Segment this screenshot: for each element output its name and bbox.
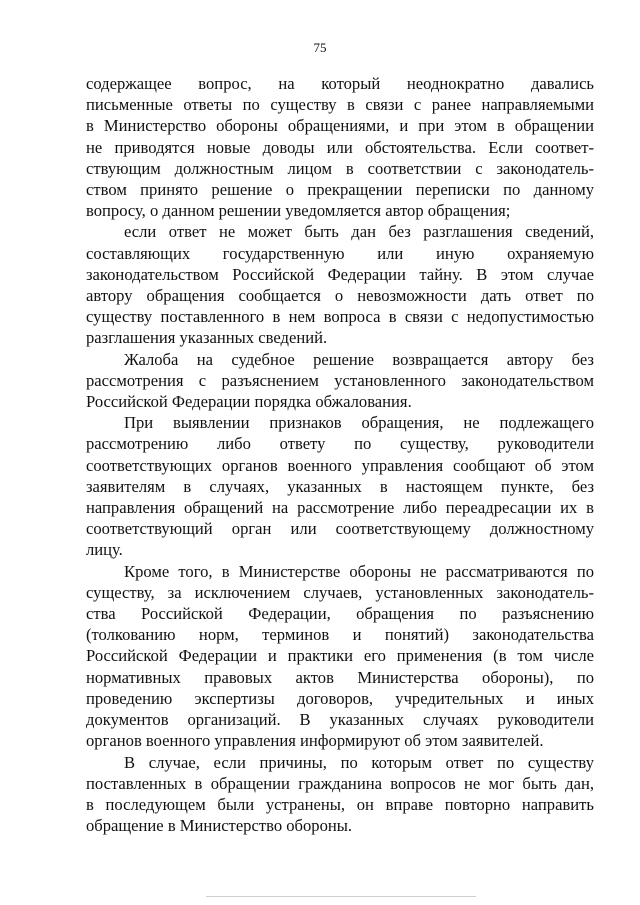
text-line: соответствующий орган или соответствующему должностному (86, 519, 594, 539)
text-line: заявителям в случаях, указанных в настоящем пункте, без (86, 476, 594, 496)
text-line: лицу. (86, 540, 123, 560)
text-line: в последующем были устранены, он вправе повторно направить (86, 794, 594, 814)
text-line: Российской Федерации и практики его применения (в том числе (86, 646, 594, 666)
text-line: рассмотрения с разъяснением установленного законодательством (86, 370, 594, 390)
text-line: вопросу, о данном решении уведомляется автор обращения; (86, 201, 511, 221)
text-line: поставленных в обращении гражданина вопросов не мог быть дан, (86, 773, 594, 793)
page-bottom-divider (206, 896, 476, 897)
paragraph-2 (86, 221, 594, 348)
paragraph-4 (86, 412, 594, 560)
text-line: содержащее вопрос, на который неоднократно давались (86, 74, 594, 93)
text-line: соответствующих органов военного управления сообщают об этом (86, 455, 594, 475)
text-line: законодательством Российской Федерации тайну. В этом случае (86, 264, 594, 284)
paragraph-6 (86, 752, 594, 837)
text-line: проведению экспертизы договоров, учредительных и иных (86, 688, 594, 708)
text-line: документов организаций. В указанных случаях руководители (86, 710, 594, 730)
text-line: При выявлении признаков обращения, не подлежащего (124, 413, 594, 433)
page-number: 75 (313, 40, 327, 55)
text-line: автору обращения сообщается о невозможности дать ответ по (86, 286, 594, 306)
text-line: В случае, если причины, по которым ответ по существу (124, 752, 594, 772)
text-line: Кроме того, в Министерстве обороны не рассматриваются по (124, 561, 594, 581)
text-line: ством принято решение о прекращении переписки по данному (86, 180, 594, 200)
text-line: разглашения указанных сведений. (86, 328, 328, 348)
text-line: существу, за исключением случаев, установленных законодатель- (86, 582, 594, 602)
text-line: не приводятся новые доводы или обстоятельства. Если соответ- (86, 137, 594, 157)
text-line: органов военного управления информируют об этом заявителей. (86, 731, 544, 751)
text-line: нормативных правовых актов Министерства обороны), по (86, 667, 594, 687)
paragraph-5 (86, 561, 594, 752)
text-line: направления обращений на рассмотрение либо переадресации их в (86, 498, 594, 518)
text-line: ства Российской Федерации, обращения по разъяснению (86, 604, 594, 624)
paragraph-3 (86, 349, 594, 413)
text-line: рассмотрению либо ответу по существу, руководители (86, 434, 594, 454)
text-line: (толкованию норм, терминов и понятий) законодательства (86, 625, 594, 645)
text-line: обращение в Министерство обороны. (86, 816, 353, 836)
text-line: письменные ответы по существу в связи с ранее направляемыми (86, 95, 594, 115)
text-line: Жалоба на судебное решение возвращается автору без (124, 349, 594, 369)
paragraph-1 (86, 73, 594, 221)
text-line: в Министерство обороны обращениями, и при этом в обращении (86, 116, 594, 136)
text-line: Российской Федерации порядка обжалования. (86, 392, 412, 412)
text-line: существу поставленного в нем вопроса в связи с недопустимостью (86, 307, 594, 327)
text-line: составляющих государственную или иную охраняемую (86, 243, 594, 263)
document-body (86, 73, 594, 836)
text-line: ствующим должностным лицом в соответствии с законодатель- (86, 158, 594, 178)
text-line: если ответ не может быть дан без разглашения сведений, (124, 222, 594, 242)
